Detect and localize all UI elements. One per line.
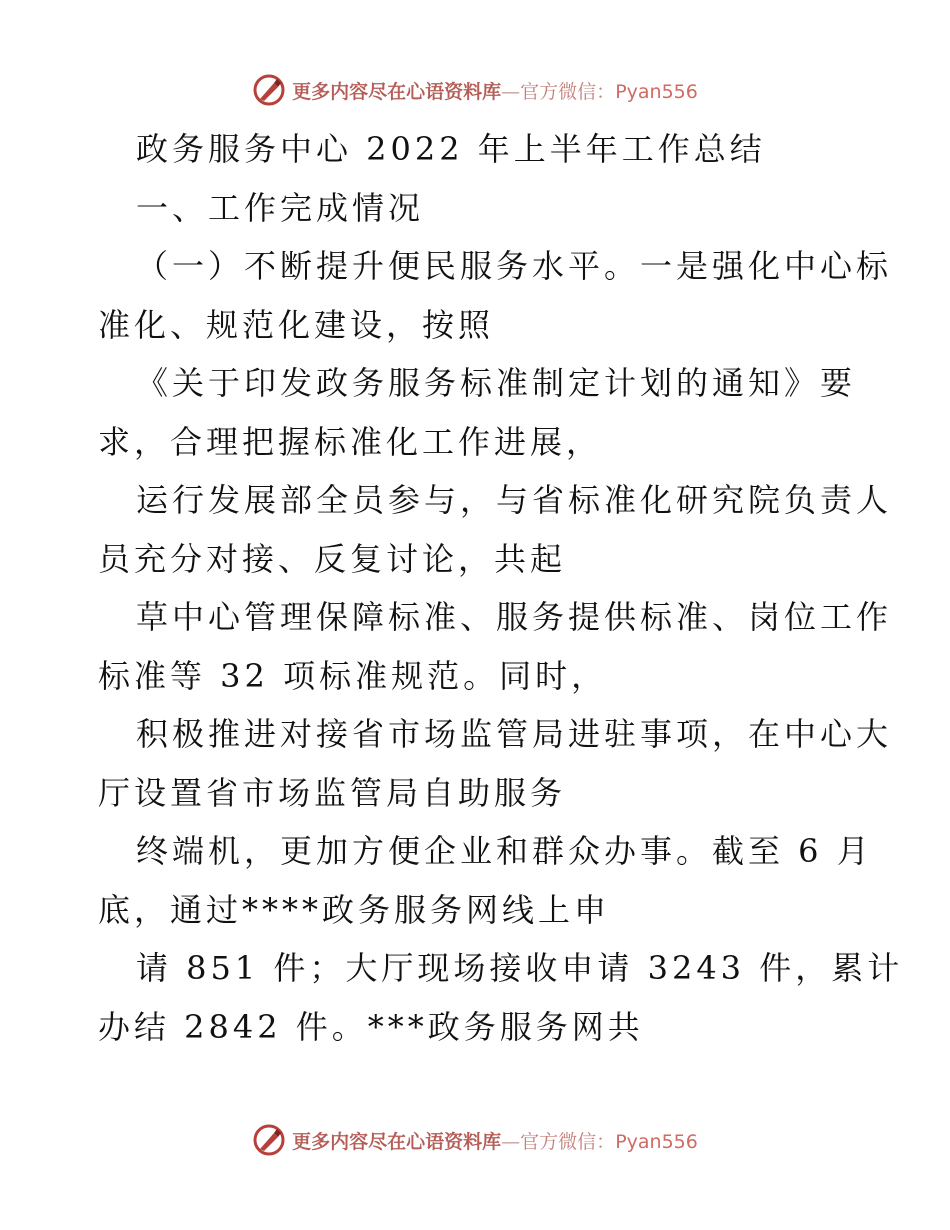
text-line: 求，合理把握标准化工作进展，	[98, 422, 603, 461]
text-line: 办结 2842 件。***政务服务网共	[98, 1007, 644, 1046]
watermark-banner-bottom	[0, 1120, 950, 1160]
text-line: 《关于印发政务服务标准制定计划的通知》要	[136, 364, 857, 402]
watermark-text: 更多内容尽在心语资料库—官方微信：Pyan556	[292, 1130, 698, 1153]
text-line: 员充分对接、反复讨论，共起	[98, 539, 567, 578]
document-body	[98, 120, 904, 1056]
text-line: 积极推进对接省市场监管局进驻事项，在中心大	[136, 715, 893, 753]
text-line: 厅设置省市场监管局自助服务	[98, 773, 567, 812]
text-line: 准化、规范化建设，按照	[98, 305, 495, 344]
text-line: 终端机，更加方便企业和群众办事。截至 6 月	[136, 832, 873, 870]
text-line: 标准等 32 项标准规范。同时，	[98, 656, 608, 695]
pen-logo-icon	[252, 73, 286, 107]
text-line: 政务服务中心 2022 年上半年工作总结	[136, 130, 766, 168]
watermark-text: 更多内容尽在心语资料库—官方微信：Pyan556	[292, 80, 698, 103]
text-line: 请 851 件；大厅现场接收申请 3243 件，累计	[136, 949, 904, 987]
text-line: 运行发展部全员参与，与省标准化研究院负责人	[136, 481, 893, 519]
text-line: （一）不断提升便民服务水平。一是强化中心标	[136, 247, 893, 285]
text-line: 底，通过****政务服务网线上申	[98, 890, 611, 929]
watermark-banner-top	[0, 70, 950, 110]
text-line: 一、工作完成情况	[136, 188, 425, 227]
pen-logo-icon	[252, 1123, 286, 1157]
text-line: 草中心管理保障标准、服务提供标准、岗位工作	[136, 598, 893, 636]
